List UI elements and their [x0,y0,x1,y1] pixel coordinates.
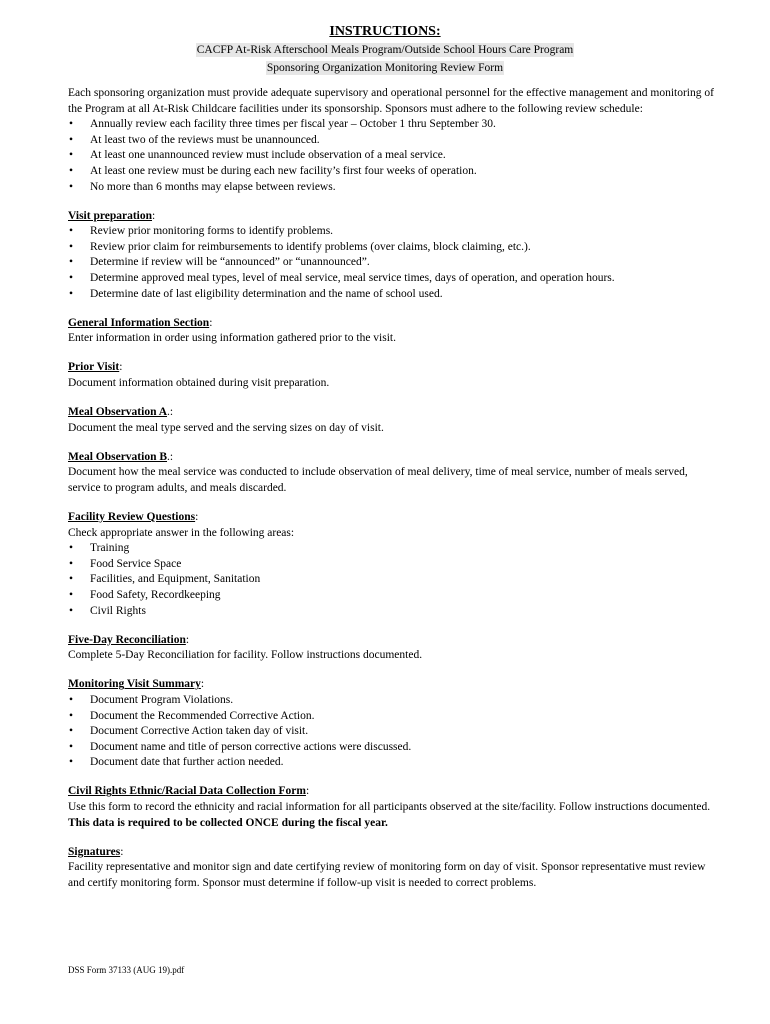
heading-suffix: : [195,511,199,524]
program-title: CACFP At-Risk Afterschool Meals Program/Outside School Hours Care Program [196,44,574,56]
monitoring-summary-list [68,693,714,771]
section-signatures [68,845,714,892]
section-text: Complete 5-Day Reconciliation for facility. Follow instructions documented. [68,649,423,662]
section-heading: Monitoring Visit Summary [68,678,201,691]
list-item: • Annually review each facility three times per fiscal year – October 1 thru September 30. [68,117,714,133]
list-item: • Document Corrective Action taken day of visit. [68,724,714,740]
heading-suffix: .: [167,406,174,419]
list-item: • Determine approved meal types, level of meal service, meal service times, days of operation, and operation hours. [68,271,714,287]
section-facility-review-questions [68,510,714,619]
review-schedule-list [68,117,714,195]
list-item: • Document name and title of person corrective actions were discussed. [68,740,714,756]
heading-suffix: : [152,209,156,222]
section-text: Enter information in order using information gathered prior to the visit. [68,332,396,345]
list-item: • Facilities, and Equipment, Sanitation [68,572,714,588]
section-heading: Prior Visit [68,361,120,374]
list-item: • Determine date of last eligibility determination and the name of school used. [68,287,714,303]
section-five-day-reconciliation [68,633,714,664]
list-item: • Document the Recommended Corrective Action. [68,709,714,725]
section-civil-rights-form [68,784,714,831]
section-text [68,800,714,831]
list-item: • Document date that further action needed. [68,755,714,771]
section-prior-visit [68,360,714,391]
heading-suffix: : [120,845,124,858]
section-heading: General Information Section [68,316,210,329]
list-item: • Document Program Violations. [68,693,714,709]
document-header [0,24,770,76]
heading-suffix: : [185,633,190,646]
list-item: • At least two of the reviews must be unannounced. [68,133,714,149]
facility-review-list [68,541,714,619]
heading-suffix: : [305,785,310,798]
list-item: • Determine if review will be “announced” or “unannounced”. [68,255,714,271]
section-general-information [68,316,714,347]
heading-suffix: : [200,678,205,691]
heading-suffix: : [119,361,123,374]
section-heading: Five-Day Reconciliation [68,633,186,646]
list-item: • Civil Rights [68,604,714,620]
form-footer: DSS Form 37133 (AUG 19).pdf [68,965,185,975]
section-heading: Signatures [68,845,121,858]
section-text: Check appropriate answer in the following areas: [68,526,295,539]
section-meal-observation-a [68,405,714,436]
document-body [68,86,714,892]
section-monitoring-visit-summary [68,677,714,771]
list-item: • Training [68,541,714,557]
list-item: • Food Service Space [68,557,714,573]
section-heading: Facility Review Questions [68,511,196,524]
page-title: INSTRUCTIONS: [329,24,441,39]
intro-paragraph: Each sponsoring organization must provide adequate supervisory and operational personnel for the effective management and monitoring of the Program at all At-Risk Childcare facilities under its sponsorship. Sponsors must adhere to the following review schedule: [68,87,714,115]
section-text: Facility representative and monitor sign and date certifying review of monitoring form on day of visit. Sponsor representative must review and certify monitoring form. Sponsor must determine if follow-up visit is needed to correct problems. [68,861,706,889]
section-text: Document the meal type served and the serving sizes on day of visit. [68,421,384,434]
section-heading: Meal Observation A [68,406,168,419]
section-meal-observation-b [68,450,714,497]
form-title: Sponsoring Organization Monitoring Review Form [266,62,504,74]
section-heading: Meal Observation B [68,450,168,463]
civil-rights-text: Use this form to record the ethnicity and racial information for all participants observed at the site/facility. Follow instructions documented. [68,801,711,814]
list-item: • At least one unannounced review must include observation of a meal service. [68,148,714,164]
list-item: • At least one review must be during each new facility’s first four weeks of operation. [68,164,714,180]
list-item: • Food Safety, Recordkeeping [68,588,714,604]
heading-suffix: .: [167,450,174,463]
section-text: Document how the meal service was conducted to include observation of meal delivery, time of meal service, number of meals served, service to program adults, and meals discarded. [68,466,688,494]
heading-suffix: : [209,316,213,329]
section-visit-preparation [68,209,714,303]
list-item: • No more than 6 months may elapse between reviews. [68,180,714,196]
list-item: • Review prior claim for reimbursements to identify problems (over claims, block claiming, etc.). [68,240,714,256]
section-heading: Civil Rights Ethnic/Racial Data Collection Form [68,785,306,798]
section-heading: Visit preparation [68,209,153,222]
visit-preparation-list [68,224,714,302]
civil-rights-requirement: This data is required to be collected ONCE during the fiscal year. [68,816,388,829]
section-text: Document information obtained during visit preparation. [68,377,330,389]
list-item: • Review prior monitoring forms to identify problems. [68,224,714,240]
